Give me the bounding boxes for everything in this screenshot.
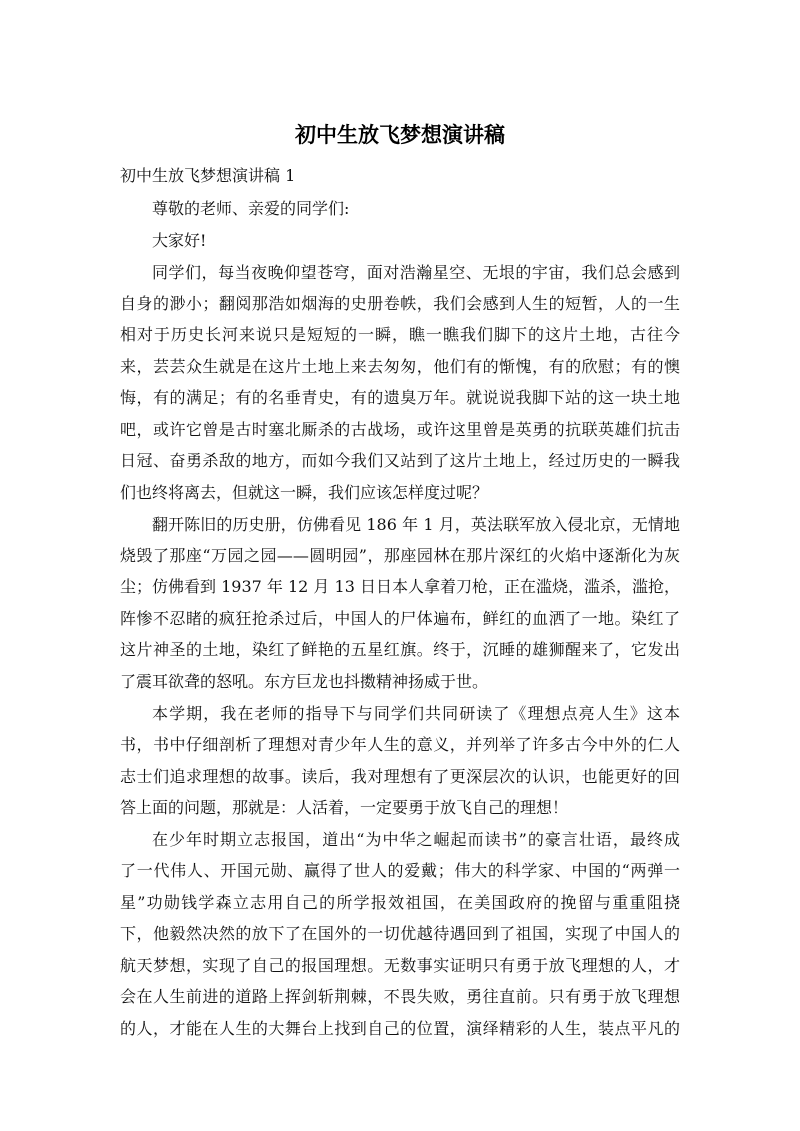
paragraph-line: 本学期，我在老师的指导下与同学们共同研读了《理想点亮人生》这本	[152, 704, 680, 723]
paragraph-line: 会在人生前进的道路上挥剑斩荆棘，不畏失败，勇往直前。只有勇于放飞理想	[120, 987, 680, 1006]
paragraph-line: 答上面的问题，那就是：人活着，一定要勇于放飞自己的理想！	[120, 798, 569, 817]
paragraph-line: 来，芸芸众生就是在这片土地上来去匆匆，他们有的惭愧，有的欣慰；有的懊	[120, 357, 680, 376]
paragraph-line: 这片神圣的土地，染红了鲜艳的五星红旗。终于，沉睡的雄狮醒来了，它发出	[120, 640, 680, 659]
paragraph-line: 在少年时期立志报国，道出“为中华之崛起而读书”的豪言壮语，最终成	[152, 830, 680, 849]
paragraph-line: 悔，有的满足；有的名垂青史，有的遗臭万年。就说说我脚下站的这一块土地	[120, 388, 680, 407]
paragraph-line: 烧毁了那座“万园之园——圆明园”，那座园林在那片深红的火焰中逐渐化为灰	[120, 546, 680, 565]
paragraph-line: 了一代伟人、开国元勋、赢得了世人的爱戴；伟大的科学家、中国的“两弹一	[120, 861, 680, 880]
paragraph-line: 志士们追求理想的故事。读后，我对理想有了更深层次的认识，也能更好的回	[120, 767, 680, 786]
paragraph-line: 们也终将离去，但就这一瞬，我们应该怎样度过呢？	[120, 483, 489, 502]
paragraph-line: 了震耳欲聋的怒吼。东方巨龙也抖擞精神扬威于世。	[120, 672, 489, 691]
paragraph-line: 日冠、奋勇杀敌的地方，而如今我们又站到了这片土地上，经过历史的一瞬我	[120, 451, 680, 470]
paragraph-line: 航天梦想，实现了自己的报国理想。无数事实证明只有勇于放飞理想的人，才	[120, 956, 680, 975]
paragraph-line: 星”功勋钱学森立志用自己的所学报效祖国，在美国政府的挽留与重重阻挠	[120, 893, 680, 912]
paragraph-line: 阵惨不忍睹的疯狂抢杀过后，中国人的尸体遍布，鲜红的血洒了一地。染红了	[120, 609, 680, 628]
paragraph-line: 的人，才能在人生的大舞台上找到自己的位置，演绎精彩的人生，装点平凡的	[120, 1019, 680, 1038]
document-subtitle: 初中生放飞梦想演讲稿 1	[120, 166, 296, 185]
paragraph-line: 相对于历史长河来说只是短短的一瞬，瞧一瞧我们脚下的这片土地，古往今	[120, 325, 680, 344]
paragraph-line: 翻开陈旧的历史册，仿佛看见 186 年 1 月，英法联军放入侵北京，无情地	[152, 515, 680, 534]
paragraph-line: 下，他毅然决然的放下了在国外的一切优越待遇回到了祖国，实现了中国人的	[120, 924, 680, 943]
salutation: 尊敬的老师、亲爱的同学们:	[152, 199, 350, 218]
paragraph-line: 尘；仿佛看到 1937 年 12 月 13 日日本人拿着刀枪，正在滥烧，滥杀，滥抢，	[120, 577, 680, 596]
greeting: 大家好!	[152, 231, 207, 250]
paragraph-line: 同学们，每当夜晚仰望苍穹，面对浩瀚星空、无垠的宇宙，我们总会感到	[152, 263, 680, 282]
paragraph-line: 吧，或许它曾是古时塞北厮杀的古战场，或许这里曾是英勇的抗联英雄们抗击	[120, 420, 680, 439]
paragraph-line: 自身的渺小；翻阅那浩如烟海的史册卷帙，我们会感到人生的短暂，人的一生	[120, 294, 680, 313]
document-title: 初中生放飞梦想演讲稿	[295, 123, 505, 147]
paragraph-line: 书，书中仔细剖析了理想对青少年人生的意义，并列举了许多古今中外的仁人	[120, 735, 680, 754]
